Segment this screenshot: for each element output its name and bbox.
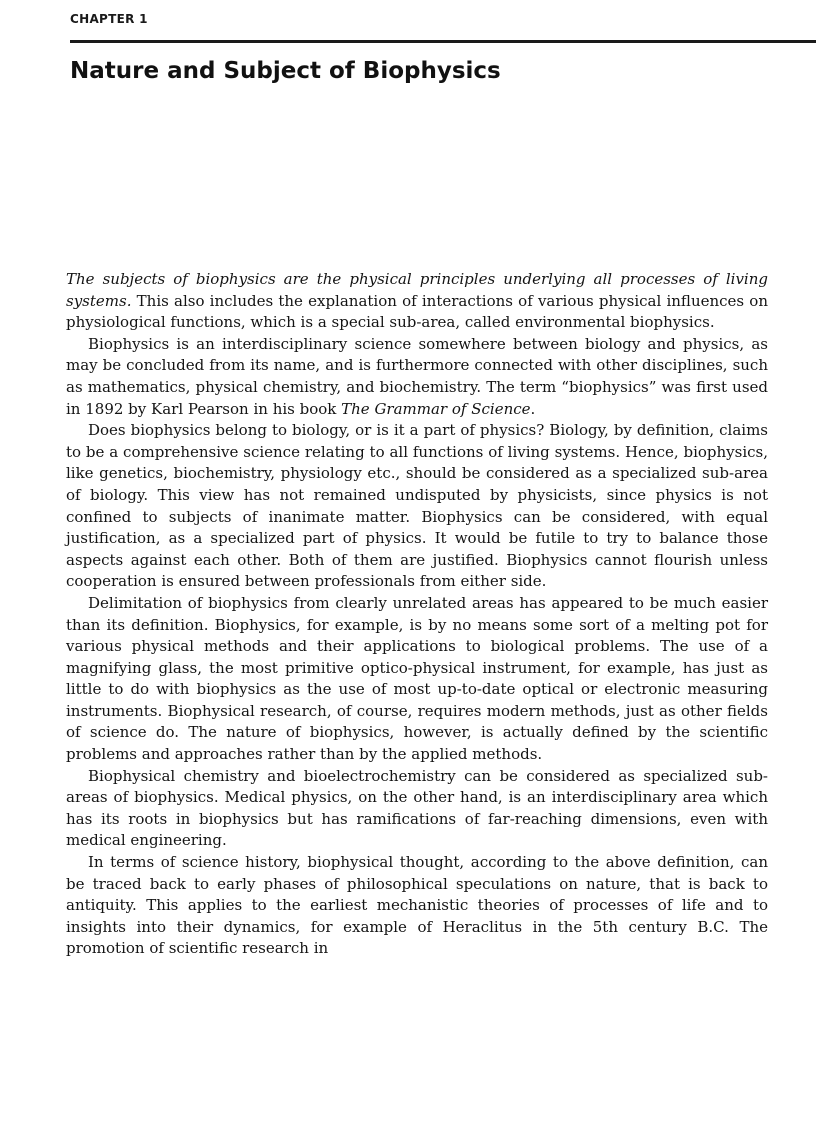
- chapter-rule: [70, 40, 816, 43]
- chapter-label: CHAPTER 1: [70, 12, 148, 26]
- paragraph-5: Biophysical chemistry and bioelectrochemistry can be considered as specialized sub-areas of biophysics. Medical physics, on the other hand, is an interdisciplinary area which has its roots in biophysics but has ramifications of far-reaching dimensions, even with medical engineering.: [66, 766, 768, 850]
- paragraph-4: Delimitation of biophysics from clearly unrelated areas has appeared to be much easier than its definition. Biophysics, for example, is by no means some sort of a melting pot for various physical methods and their applications to biological problems. The use of a magnifying glass, the most primitive optico-physical instrument, for example, has just as little to do with biophysics as the use of most up-to-date optical or electronic measuring instruments. Biophysical research, of course, requires modern methods, just as other fields of science do. The nature of biophysics, however, is actually defined by the scientific problems and approaches rather than by the applied methods.: [66, 593, 768, 764]
- paragraph-1-rest: This also includes the explanation of interactions of various physical influences on physiological functions, which is a special sub-area, called environmental biophysics.: [66, 291, 768, 332]
- paragraph-2-end: .: [530, 399, 536, 418]
- paragraph-2-text: Biophysics is an interdisciplinary science somewhere between biology and physics, as may be concluded from its name, and is furthermore connected with other disciplines, such as mathematics, physical chemistry, and biochemistry. The term “biophysics” was first used in 1892 by Karl Pearson in his book: [66, 334, 768, 418]
- body-text: [66, 269, 768, 960]
- paragraph-2: [66, 334, 768, 420]
- paragraph-1: [66, 269, 768, 334]
- paragraph-3: Does biophysics belong to biology, or is it a part of physics? Biology, by definition, claims to be a comprehensive science relating to all functions of living systems. Hence, biophysics, like genetics, biochemistry, physiology etc., should be considered as a specialized sub-area of biology. This view has not remained undisputed by physicists, since physics is not confined to subjects of inanimate matter. Biophysics can be considered, with equal justification, as a specialized part of physics. It would be futile to try to balance those aspects against each other. Both of them are justified. Biophysics cannot flourish unless cooperation is ensured between professionals from either side.: [66, 421, 768, 591]
- chapter-title: Nature and Subject of Biophysics: [70, 58, 501, 84]
- book-title: The Grammar of Science: [341, 399, 531, 418]
- paragraph-1-lead: The subjects of biophysics are the physical principles underlying all processes of living systems.: [66, 270, 768, 310]
- paragraph-6: In terms of science history, biophysical thought, according to the above definition, can be traced back to early phases of philosophical speculations on nature, that is back to antiquity. This applies to the earliest mechanistic theories of processes of life and to insights into their dynamics, for example of Heraclitus in the 5th century B.C. The promotion of scientific research in: [66, 853, 768, 958]
